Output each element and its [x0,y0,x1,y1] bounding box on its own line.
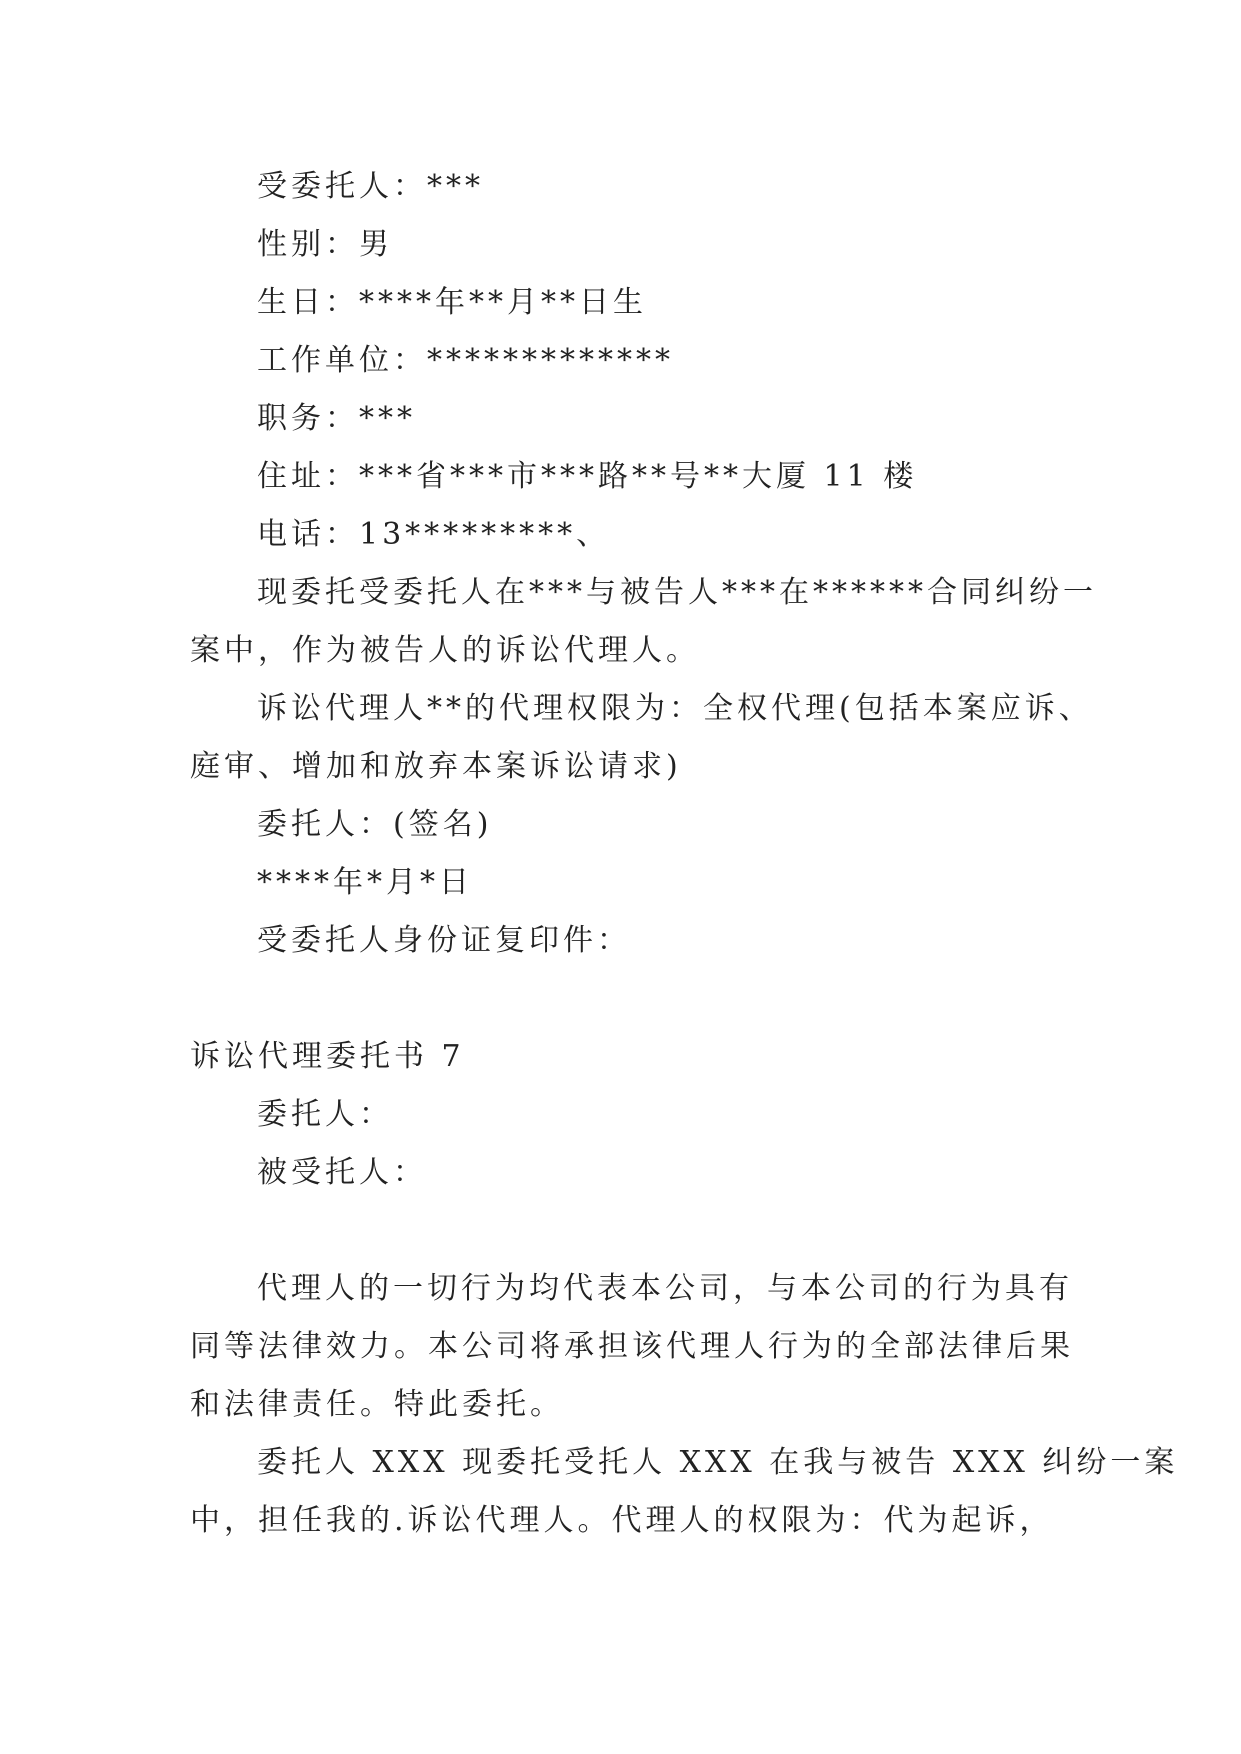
address-line: 住址：***省***市***路**号**大厦 11 楼 [257,459,918,494]
date-line: ****年*月*日 [257,865,473,900]
phone-line: 电话：13*********、 [257,517,611,552]
agent-line: 被受托人： [257,1155,427,1190]
paragraph-line: 案中，作为被告人的诉讼代理人。 [190,633,700,668]
signature-line: 委托人：(签名) [257,807,493,842]
paragraph-line: 庭审、增加和放弃本案诉讼请求) [190,749,682,784]
position-line: 职务：*** [257,401,416,436]
paragraph-line: 代理人的一切行为均代表本公司，与本公司的行为具有 [257,1271,1073,1306]
paragraph-line: 委托人 XXX 现委托受托人 XXX 在我与被告 XXX 纠纷一案 [257,1445,1179,1480]
paragraph-line: 诉讼代理人**的代理权限为：全权代理(包括本案应诉、 [257,691,1093,726]
paragraph-line: 现委托受委托人在***与被告人***在******合同纠纷一 [257,575,1097,610]
section-title: 诉讼代理委托书 7 [190,1039,465,1074]
principal-line: 委托人： [257,1097,393,1132]
paragraph-line: 中，担任我的.诉讼代理人。代理人的权限为：代为起诉， [190,1503,1054,1538]
id-copy-line: 受委托人身份证复印件： [257,923,631,958]
gender-line: 性别：男 [257,227,393,262]
paragraph-line: 和法律责任。特此委托。 [190,1387,564,1422]
paragraph-line: 同等法律效力。本公司将承担该代理人行为的全部法律后果 [190,1329,1074,1364]
birthday-line: 生日：****年**月**日生 [257,285,647,320]
employer-line: 工作单位：************* [257,343,674,378]
trustee-name-line: 受委托人：*** [257,169,484,204]
